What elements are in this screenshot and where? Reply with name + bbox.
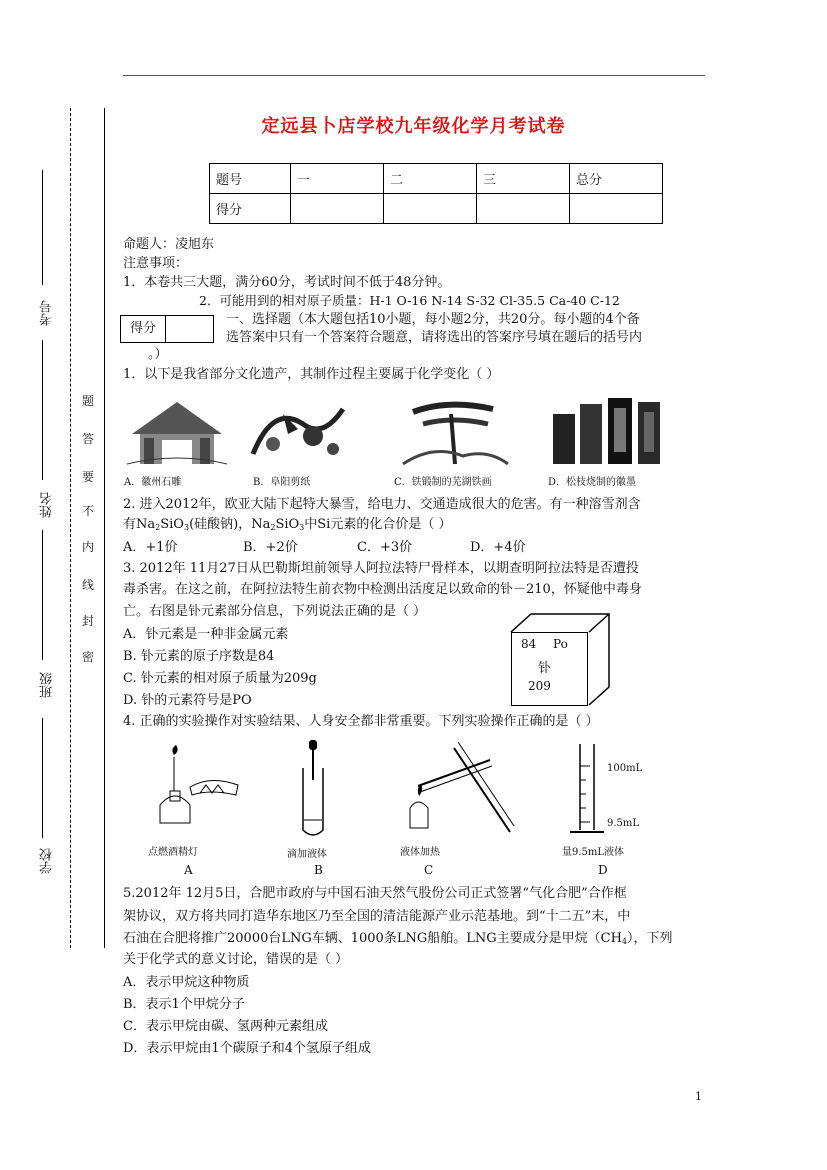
cylinder-mark-label: 9.5mL: [607, 818, 640, 829]
author-line: 命题人：凌旭东: [123, 237, 215, 252]
atomic-number: 84: [521, 637, 537, 651]
q5-option-d: D．表示甲烷由1个碳原子和4个氢原子组成: [123, 1041, 371, 1056]
dropper-tube-image: [283, 740, 343, 840]
q2-text: 中Si元素的化合价是（ ）: [304, 517, 452, 532]
q2-stem-line2: [123, 516, 451, 537]
atomic-mass: 209: [528, 679, 551, 693]
seal-dashed-line: [70, 108, 71, 948]
seal-char: 不: [82, 504, 95, 518]
q4-letter-a: A: [184, 863, 193, 877]
score-input-cell[interactable]: [384, 194, 477, 224]
q5-stem-line2: 架协议，双方将共同打造华东地区乃至全国的清洁能源产业示范基地。到“十二五”末，中: [123, 909, 631, 924]
q1-caption-a: A．徽州石雕: [124, 477, 182, 488]
seal-char: 封: [82, 614, 95, 628]
q5-stem-line1: 5.2012年 12月5日，合肥市政府与中国石油天然气股份公司正式签署“气化合肥”合作框: [123, 886, 627, 901]
seal-solid-line: [104, 108, 105, 948]
q3-option-d: D. 钋的元素符号是PO: [123, 693, 252, 708]
subscript: 2: [270, 523, 276, 532]
q4-letter-c: C: [424, 863, 434, 877]
section-score-label: 得分: [121, 316, 166, 342]
class-label: 班级: [40, 672, 55, 698]
q4-stem: 4. 正确的实验操作对实验结果、人身安全都非常重要。下列实验操作正确的是（ ）: [123, 714, 599, 729]
score-header-cell: 三: [477, 164, 570, 194]
element-name: 钋: [538, 661, 552, 676]
q2-option-d: D．+4价: [470, 540, 526, 555]
score-header-cell: 总分: [570, 164, 663, 194]
q5-stem-line4: 关于化学式的意义讨论，错误的是（ ）: [123, 952, 349, 967]
cylinder-top-label: 100mL: [607, 763, 643, 774]
q1-caption-b: B．阜阳剪纸: [253, 477, 311, 488]
seal-char: 答: [82, 432, 95, 446]
score-header-cell: 一: [291, 164, 384, 194]
class-blank: [42, 530, 43, 660]
score-input-cell[interactable]: [291, 194, 384, 224]
q2-option-b: B．+2价: [243, 540, 298, 555]
q4-caption-d: 量9.5mL液体: [562, 847, 625, 858]
score-header-cell: 二: [384, 164, 477, 194]
subscript: 4: [621, 937, 627, 946]
school-label: 学校: [40, 848, 55, 874]
q3-stem-line3: 亡。右图是钋元素部分信息，下列说法正确的是（ ）: [123, 604, 427, 619]
score-input-cell[interactable]: [570, 194, 663, 224]
name-blank: [42, 340, 43, 480]
q4-letter-b: B: [314, 863, 323, 877]
exam-number-blank: [42, 170, 43, 285]
q4-caption-c: 液体加热: [400, 847, 440, 858]
seal-char: 题: [82, 394, 95, 408]
q4-caption-a: 点燃酒精灯: [148, 847, 198, 858]
q1-caption-c: C．铁锻制的芜湖铁画: [394, 477, 492, 488]
notice-item-1: 1．本卷共三大题，满分60分，考试时间不低于48分钟。: [123, 275, 451, 290]
section-score-box: [120, 315, 214, 343]
q5-text: ），下列: [627, 931, 673, 946]
ink-stick-image: [548, 394, 678, 470]
header-rule: [123, 75, 705, 76]
element-symbol: Po: [553, 637, 568, 651]
q5-stem-line3: [123, 930, 673, 951]
alcohol-lamp-image: [140, 745, 250, 833]
paper-cut-image: [243, 394, 355, 470]
q2-text: 有Na: [123, 517, 156, 532]
subscript: 3: [183, 523, 190, 532]
q5-option-a: A．表示甲烷这种物质: [123, 975, 250, 990]
subscript: 2: [155, 523, 161, 532]
subscript: 3: [299, 523, 305, 532]
q3-stem-line1: 3. 2012年 11月27日从巴勒斯坦前领导人阿拉法特尸骨样本，以期查明阿拉法特是否遭投: [123, 561, 639, 576]
section1-intro: 。）: [148, 347, 168, 362]
q2-stem-line1: 2. 进入2012年，欧亚大陆下起特大暴雪，给电力、交通造成很大的危害。有一种溶雪剂含: [123, 497, 641, 512]
section1-intro: 选答案中只有一个答案符合题意，请将选出的答案序号填在题后的括号内: [226, 330, 643, 345]
heating-liquid-image: [398, 740, 518, 840]
seal-char: 内: [82, 540, 95, 554]
notice-title: 注意事项：: [123, 256, 189, 271]
score-input-cell[interactable]: [477, 194, 570, 224]
q5-text: 石油在合肥将推广20000台LNG车辆、1000条LNG船舶。LNG主要成分是甲烷（CH: [123, 931, 622, 946]
q5-option-c: C．表示甲烷由碳、氢两种元素组成: [123, 1019, 328, 1034]
seal-char: 密: [82, 650, 95, 664]
q3-stem-line2: 毒杀害。在这之前，在阿拉法特生前衣物中检测出活度足以致命的钋－210，怀疑他中毒身: [123, 582, 642, 597]
q2-option-c: C．+3价: [357, 540, 413, 555]
q4-caption-b: 滴加液体: [287, 849, 327, 860]
page-number: 1: [695, 1090, 702, 1103]
seal-char: 要: [82, 470, 95, 484]
q4-letter-d: D: [598, 863, 608, 877]
seal-char: 线: [82, 578, 95, 592]
q3-option-a: A．钋元素是一种非金属元素: [123, 627, 289, 642]
q5-option-b: B．表示1个甲烷分子: [123, 997, 245, 1012]
name-label: 姓名: [40, 492, 55, 518]
score-header-cell: 题号: [210, 164, 291, 194]
page-title: 定远县卜店学校九年级化学月考试卷: [261, 116, 566, 137]
q2-text: SiO: [160, 517, 184, 532]
exam-number-label: 考号: [40, 300, 55, 326]
q3-option-b: B. 钋元素的原子序数是84: [123, 649, 275, 664]
q1-stem: 1．以下是我省部分文化遗产，其制作过程主要属于化学变化（ ）: [123, 367, 500, 382]
q2-text: SiO: [275, 517, 300, 532]
q1-caption-d: D．松枝烧制的徽墨: [548, 477, 637, 488]
q3-option-c: C. 钋元素的相对原子质量为209g: [123, 671, 317, 686]
school-blank: [42, 718, 43, 838]
section1-intro: 一、选择题（本大题包括10小题，每小题2分，共20分。每小题的4个备: [226, 312, 640, 327]
q2-text: (硅酸钠)，Na: [189, 517, 271, 532]
notice-item-2: 2．可能用到的相对原子质量：H-1 O-16 N-14 S-32 Cl-35.5 Ca-40 C-12: [199, 293, 620, 308]
stone-carving-image: [122, 394, 232, 470]
score-table: [209, 163, 663, 224]
element-card: [511, 632, 588, 706]
q2-option-a: A．+1价: [123, 540, 178, 555]
iron-painting-image: [393, 394, 513, 470]
score-row-label: 得分: [210, 194, 291, 224]
